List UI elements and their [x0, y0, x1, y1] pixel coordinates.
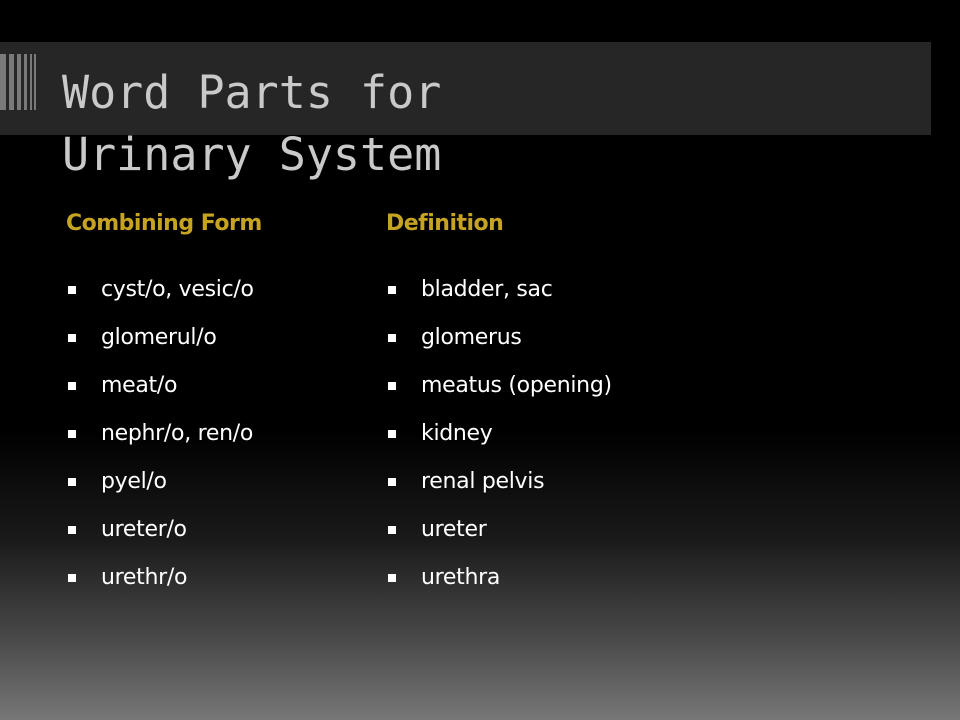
- square-bullet-icon: [388, 334, 396, 342]
- square-bullet-icon: [68, 526, 76, 534]
- list-item: [386, 554, 746, 602]
- combining-form-list: [66, 266, 366, 602]
- square-bullet-icon: [388, 382, 396, 390]
- square-bullet-icon: [68, 478, 76, 486]
- combining-form-heading: Combining Form: [66, 211, 262, 236]
- list-item-text: bladder, sac: [421, 277, 553, 302]
- square-bullet-icon: [68, 382, 76, 390]
- list-item-text: meatus (opening): [421, 373, 612, 398]
- square-bullet-icon: [388, 478, 396, 486]
- list-item-text: urethr/o: [101, 565, 188, 590]
- slide-title-line-2: Urinary System: [62, 128, 442, 181]
- definition-heading: Definition: [386, 211, 504, 236]
- square-bullet-icon: [68, 430, 76, 438]
- list-item-text: ureter: [421, 517, 487, 542]
- list-item: [386, 314, 746, 362]
- list-item: [66, 554, 366, 602]
- square-bullet-icon: [68, 286, 76, 294]
- list-item: [386, 362, 746, 410]
- slide-title: [62, 62, 441, 186]
- square-bullet-icon: [68, 574, 76, 582]
- combining-form-column: [66, 207, 366, 602]
- list-item-text: ureter/o: [101, 517, 187, 542]
- square-bullet-icon: [388, 526, 396, 534]
- list-item-text: glomerul/o: [101, 325, 217, 350]
- list-item: [66, 410, 366, 458]
- definition-list: [386, 266, 746, 602]
- list-item-text: renal pelvis: [421, 469, 545, 494]
- list-item: [386, 506, 746, 554]
- square-bullet-icon: [388, 430, 396, 438]
- square-bullet-icon: [68, 334, 76, 342]
- list-item: [66, 314, 366, 362]
- slide-title-line-1: Word Parts for: [62, 66, 442, 119]
- list-item-text: glomerus: [421, 325, 522, 350]
- list-item: [66, 458, 366, 506]
- list-item-text: kidney: [421, 421, 493, 446]
- list-item-text: pyel/o: [101, 469, 167, 494]
- list-item-text: cyst/o, vesic/o: [101, 277, 254, 302]
- list-item-text: urethra: [421, 565, 501, 590]
- list-item: [66, 266, 366, 314]
- list-item: [386, 266, 746, 314]
- definition-column: [386, 207, 746, 602]
- list-item-text: meat/o: [101, 373, 178, 398]
- list-item: [66, 362, 366, 410]
- decorative-stripes: [0, 54, 36, 110]
- list-item: [386, 458, 746, 506]
- list-item: [386, 410, 746, 458]
- square-bullet-icon: [388, 574, 396, 582]
- list-item: [66, 506, 366, 554]
- list-item-text: nephr/o, ren/o: [101, 421, 254, 446]
- square-bullet-icon: [388, 286, 396, 294]
